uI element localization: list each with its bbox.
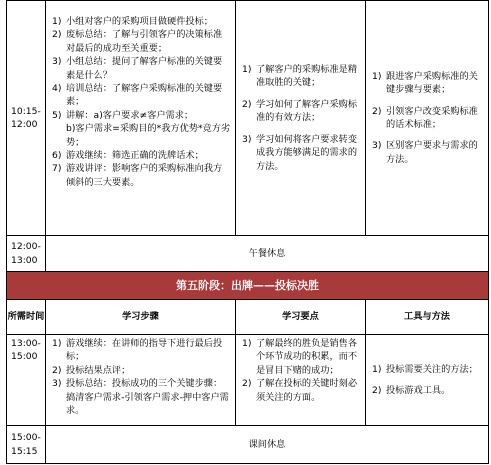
list-item <box>366 139 488 166</box>
item-text: 投标游戏工具。 <box>386 385 451 396</box>
header-row <box>7 300 489 335</box>
header-steps: 学习步骤 <box>46 300 236 335</box>
item-number: 5) <box>52 109 62 121</box>
list-item <box>46 337 235 364</box>
item-text: 投标需要关注的方法； <box>386 363 478 375</box>
list-item <box>236 98 365 125</box>
stage-title: 第五阶段：出牌——投标决胜 <box>7 272 489 300</box>
header-points: 学习要点 <box>236 300 366 335</box>
steps-cell-2 <box>46 335 236 426</box>
list-item <box>46 82 235 109</box>
points-cell <box>236 1 366 236</box>
session-row-2 <box>7 335 489 426</box>
list-item <box>236 377 365 404</box>
item-number: 3) <box>52 378 62 390</box>
item-number <box>46 122 66 149</box>
steps-list-2 <box>46 337 235 417</box>
list-item <box>236 63 365 90</box>
break-row <box>7 426 489 464</box>
item-number: 3) <box>372 140 382 152</box>
item-text: 讲解：a)客户要求≠客户需求； <box>66 109 194 121</box>
item-number: 7) <box>52 163 62 175</box>
item-text: 了解在投标的关键时刻必须关注的方面。 <box>256 378 358 403</box>
item-number: 4) <box>52 83 62 95</box>
item-text: 小组总结：提问了解客户标准的关键要素是什么？ <box>66 56 223 81</box>
list-item <box>46 15 235 28</box>
item-text: b)客户需求=采购目的*我方优势*竞方劣势； <box>66 123 231 148</box>
time-cell <box>7 1 46 236</box>
lunch-time: 12:00-13:00 <box>11 241 41 266</box>
item-text: 废标总结：了解与引领客户的决策标准对最后的成功至关重要； <box>66 29 223 54</box>
points-list-2 <box>236 337 365 404</box>
list-item <box>46 162 235 189</box>
points-list <box>236 63 365 173</box>
item-number: 2) <box>372 105 382 117</box>
item-text: 学习如何了解客户采购标准的有效方法； <box>256 98 358 124</box>
tools-list <box>366 70 488 166</box>
break-label: 课间休息 <box>46 426 489 464</box>
tools-list-2 <box>366 363 488 398</box>
item-number: 2) <box>242 98 252 110</box>
item-text: 游戏继续：筛选正确的洗牌话术； <box>66 150 204 162</box>
session-row-1 <box>7 1 489 236</box>
item-text: 跟进客户采购标准的关键步骤与要素； <box>386 70 478 96</box>
item-text: 投标总结：投标成功的三个关键步骤：搞清客户需求-引领客户需求-押中客户需求。 <box>66 378 229 417</box>
lunch-time-cell <box>7 236 46 272</box>
item-text: 游戏继续：在讲师的指导下进行最后投标； <box>66 338 223 363</box>
item-number: 1) <box>372 363 382 375</box>
header-tools: 工具与方法 <box>366 300 489 335</box>
list-item <box>46 364 235 377</box>
item-number: 3) <box>242 133 252 145</box>
item-number: 1) <box>52 338 62 349</box>
item-text: 了解最终的胜负是销售各个环节成功的积累，而不是冒目下赌的成功； <box>256 338 358 376</box>
tools-cell-2 <box>366 335 489 426</box>
session-time: 10:15-12:00 <box>11 105 41 130</box>
item-text: 游戏讲评：影响客户的采购标准向我方倾斜的三大要素。 <box>66 163 223 188</box>
list-item <box>46 122 235 149</box>
list-item <box>366 105 488 132</box>
time-cell-2 <box>7 335 46 426</box>
list-item <box>46 109 235 122</box>
item-number: 1) <box>242 64 252 76</box>
stage-row <box>7 272 489 300</box>
item-text: 投标结果点评； <box>66 364 131 376</box>
item-number: 2) <box>52 364 62 376</box>
item-text: 培训总结：了解客户采购标准的关键要素； <box>66 83 223 108</box>
item-number: 2) <box>242 378 252 390</box>
item-number: 6) <box>52 150 62 162</box>
item-text: 了解客户的采购标准是精准取胜的关键； <box>256 64 358 89</box>
steps-list <box>46 15 235 189</box>
schedule-table <box>6 0 489 464</box>
list-item <box>236 133 365 173</box>
item-number: 3) <box>52 56 62 68</box>
item-number: 1) <box>372 70 382 82</box>
item-number: 1) <box>52 16 62 27</box>
list-item <box>366 70 488 97</box>
list-item <box>46 377 235 417</box>
list-item <box>46 55 235 82</box>
steps-cell <box>46 1 236 236</box>
list-item <box>46 149 235 162</box>
break-time: 15:00-15:15 <box>11 432 41 457</box>
list-item <box>366 384 488 397</box>
item-text: 小组对客户的采购项目做硬件投标； <box>66 16 213 27</box>
lunch-label: 午餐休息 <box>46 236 489 272</box>
break-time-cell <box>7 426 46 464</box>
list-item <box>46 28 235 55</box>
list-item <box>236 337 365 377</box>
item-text: 引领客户改变采购标准的话术标准； <box>386 105 478 130</box>
item-text: 学习如何将客户要求转变成我方能够满足的需求的方法。 <box>256 133 358 172</box>
item-number: 2) <box>52 29 62 41</box>
item-text: 区别客户要求与需求的方法。 <box>386 140 478 165</box>
tools-cell <box>366 1 489 236</box>
session-time-2: 13:00-15:00 <box>11 338 41 363</box>
header-time: 所需时间 <box>7 300 46 335</box>
lunch-row <box>7 236 489 272</box>
list-item <box>366 363 488 376</box>
points-cell-2 <box>236 335 366 426</box>
item-number: 2) <box>372 385 382 396</box>
item-number: 1) <box>242 338 252 349</box>
